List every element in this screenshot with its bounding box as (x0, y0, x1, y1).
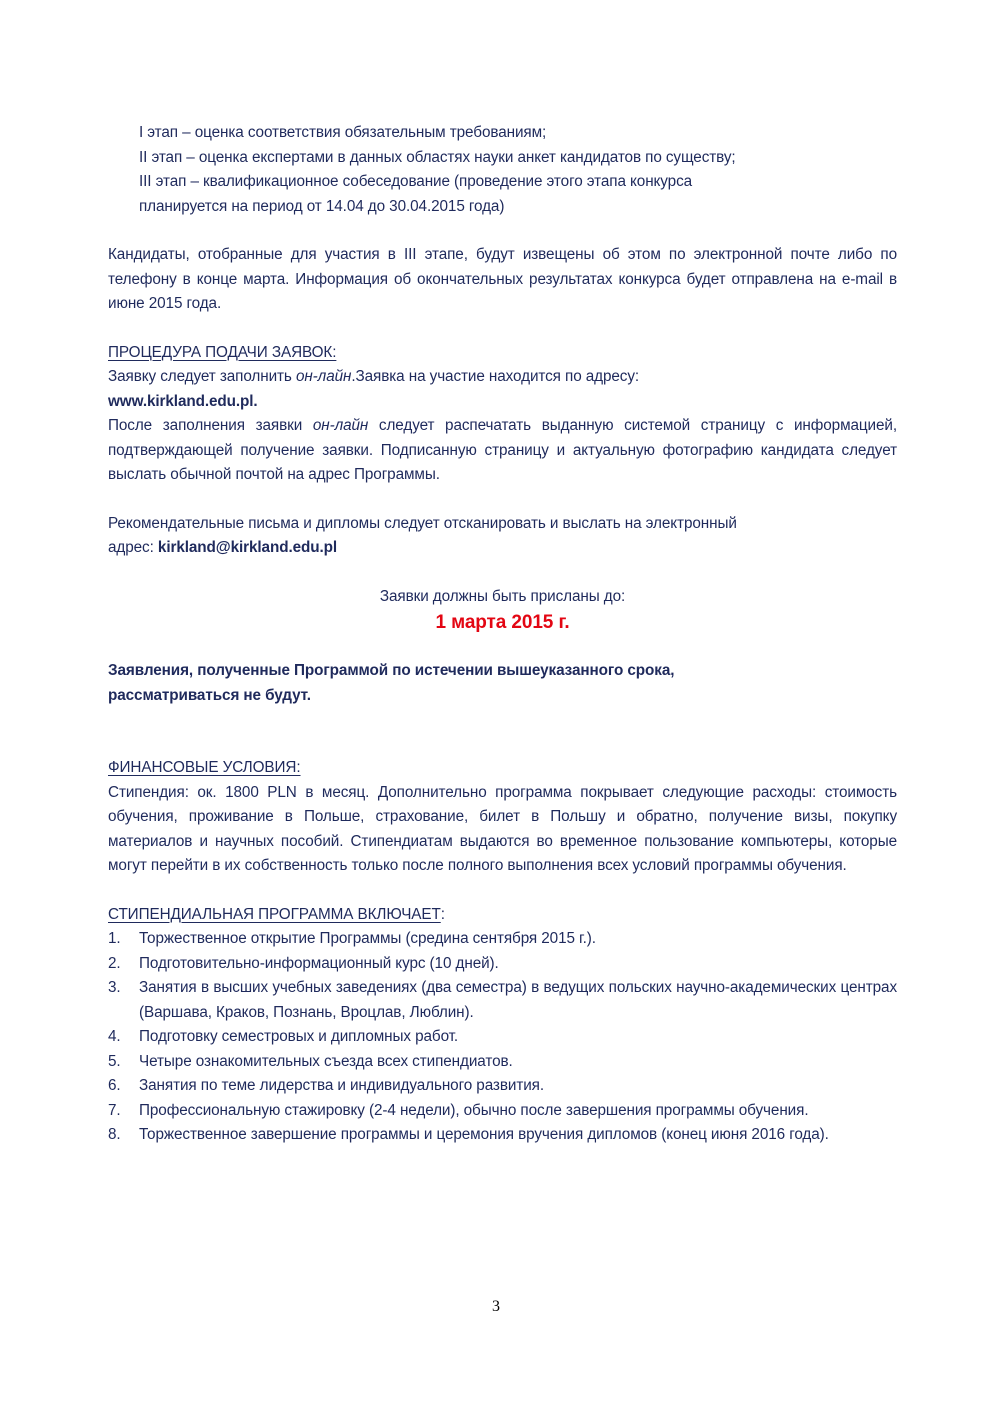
stage-3: III этап – квалификационное собеседование (проведение этого этапа конкурса (139, 173, 693, 190)
list-item (108, 927, 897, 952)
list-item (108, 976, 897, 1025)
financial-paragraph: Стипендия: ок. 1800 PLN в месяц. Дополнительно программа покрывает следующие расходы: стоимость обучения, проживание в Польше, страхование, билет в Польшу и обратно, получение визы, покупку материалов и научных пособий. Стипендиатам выдаются во временное пользование компьютеры, которые могут перейти в их собственность только после полного выполнения всех условий программы обучения. (108, 783, 897, 874)
email-link[interactable]: kirkland@kirkland.edu.pl (157, 539, 338, 556)
program-heading: СТИПЕНДИАЛЬНАЯ ПРОГРАММА ВКЛЮЧАЕТ (108, 905, 441, 923)
deadline-label: Заявки должны быть присланы до: (379, 587, 626, 605)
procedure-section (108, 341, 897, 561)
deadline-warning-line-1: Заявления, полученные Программой по истечении вышеуказанного срока, (108, 662, 675, 679)
email-line (108, 536, 897, 561)
program-heading-line (108, 903, 897, 928)
list-item-number: 5. (108, 1052, 121, 1070)
program-heading-colon: : (440, 905, 445, 923)
stage-1: I этап – оценка соответствия обязательным требованиям; (139, 124, 547, 141)
page-content (108, 121, 897, 1148)
website-link[interactable]: www.kirkland.edu.pl. (108, 392, 258, 410)
list-item-text: Занятия по теме лидерства и индивидуального развития. (139, 1077, 544, 1094)
procedure-paragraph (108, 414, 897, 488)
financial-heading: ФИНАНСОВЫЕ УСЛОВИЯ: (108, 759, 301, 776)
stage-2: II этап – оценка експертами в данных областях науки анкет кандидатов по существу; (139, 148, 736, 166)
procedure-online-line (108, 365, 897, 390)
procedure-line-text: Заявку следует заполнить (108, 368, 296, 385)
list-item-number: 2. (108, 954, 121, 972)
list-item-number: 3. (108, 979, 121, 996)
list-item-text: Занятия в высших учебных заведениях (два семестра) в ведущих польских научно-академических центрах (Варшава, Краков, Познань, Вроцлав, Люблин). (139, 979, 897, 1021)
program-section (108, 903, 897, 1148)
list-item (108, 1025, 897, 1050)
list-item (108, 1074, 897, 1099)
deadline-warning-line-2: рассматриваться не будут. (108, 686, 311, 704)
procedure-line-text-end: .Заявка на участие находится по адресу: (351, 368, 640, 385)
list-item (108, 1123, 897, 1148)
list-item-number: 7. (108, 1101, 121, 1119)
list-item-text: Торжественное открытие Программы (средина сентября 2015 г.). (139, 930, 596, 947)
stage-3-continuation: планируется на период от 14.04 до 30.04.2015 года) (139, 197, 505, 215)
list-item-text: Подготовительно-информационный курс (10 дней). (139, 954, 499, 972)
deadline-date: 1 марта 2015 г. (435, 612, 570, 633)
procedure-heading: ПРОЦЕДУРА ПОДАЧИ ЗАЯВОК: (108, 343, 337, 361)
list-item-text: Профессиональную стажировку (2-4 недели), обычно после завершения программы обучения. (139, 1101, 809, 1119)
list-item-text: Подготовку семестровых и дипломных работ. (139, 1028, 459, 1045)
financial-section (108, 756, 897, 879)
list-item-number: 6. (108, 1077, 121, 1094)
list-item-text: Четыре ознакомительных съезда всех стипендиатов. (139, 1052, 513, 1070)
list-item-number: 4. (108, 1028, 121, 1045)
list-item-number: 1. (108, 930, 121, 947)
list-item (108, 952, 897, 977)
letters-line: Рекомендательные письма и дипломы следует отсканировать и выслать на электронный (108, 514, 737, 532)
procedure-para-start: После заполнения заявки (108, 417, 313, 434)
list-item (108, 1099, 897, 1124)
email-prefix: адрес: (108, 539, 158, 556)
competition-stages (108, 121, 897, 219)
deadline-section (108, 585, 897, 709)
list-item (108, 1050, 897, 1075)
online-term-2: он-лайн (312, 417, 369, 434)
list-item-text: Торжественное завершение программы и церемония вручения дипломов (конец июня 2016 года). (139, 1126, 829, 1143)
list-item-number: 8. (108, 1126, 121, 1143)
procedure-para-end: следует распечатать выданную системой страницу с информацией, подтверждающей получение заявки. Подписанную страницу и актуальную фотографию кандидата следует выслать обычной почтой на адрес Программы. (108, 417, 898, 483)
online-term: он-лайн (295, 368, 352, 385)
page-number: 3 (492, 1298, 500, 1315)
notification-paragraph: Кандидаты, отобранные для участия в III этапе, будут извещены об этом по электронной почте либо по телефону в конце марта. Информация об окончательных результатах конкурса будет отправлена на e-mail в июне 2015 года. (108, 246, 897, 312)
program-list (108, 927, 897, 1148)
